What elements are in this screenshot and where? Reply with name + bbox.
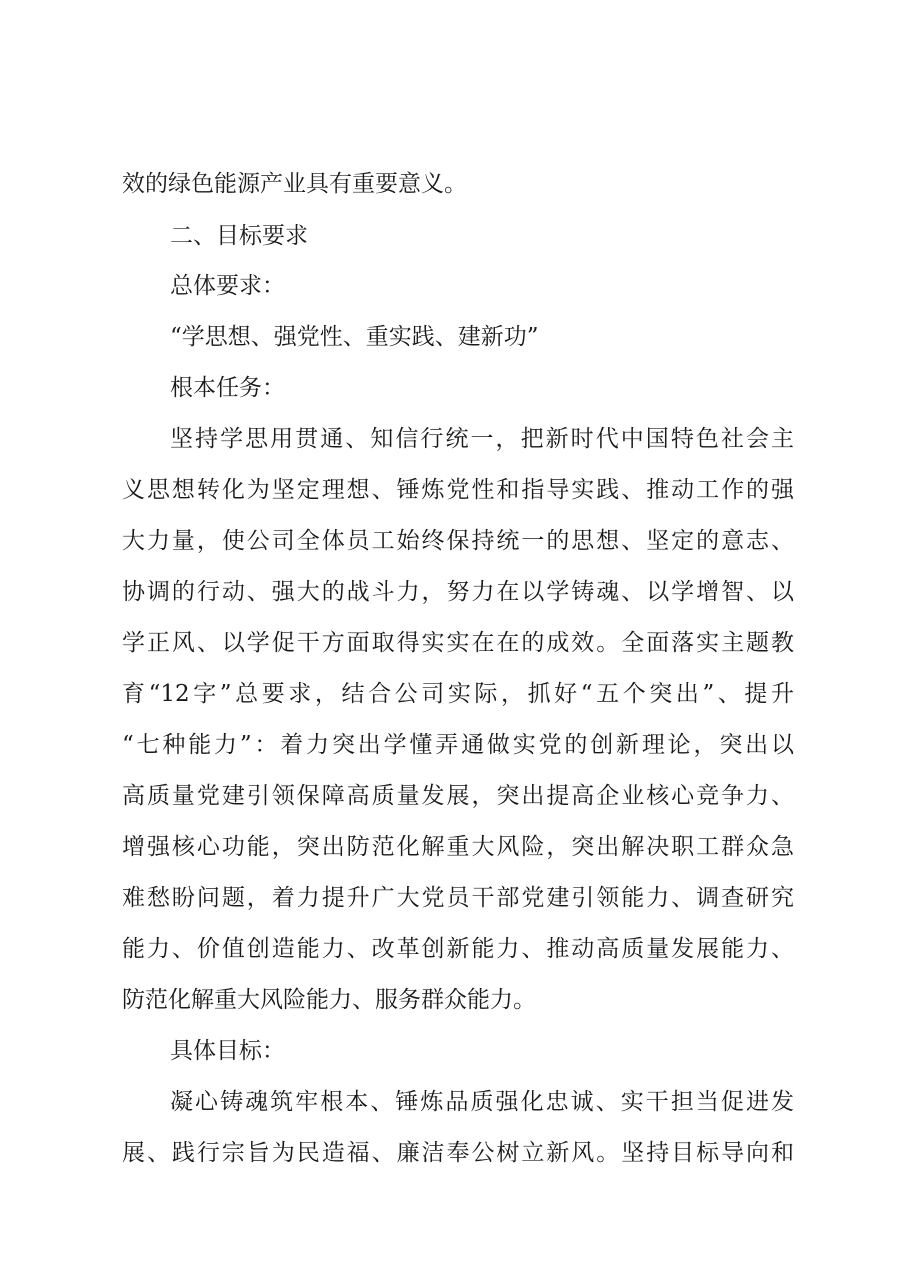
paragraph-line: 育“12字”总要求，结合公司实际，抓好“五个突出”、提升	[122, 681, 794, 707]
paragraph-line: 效的绿色能源产业具有重要意义。	[122, 171, 467, 197]
paragraph-line: “七种能力”：着力突出学懂弄通做实党的创新理论，突出以	[122, 732, 794, 758]
paragraph-line: 难愁盼问题，着力提升广大党员干部党建引领能力、调查研究	[122, 885, 794, 911]
slogan-line: “学思想、强党性、重实践、建新功”	[170, 324, 539, 350]
paragraph-line: 协调的行动、强大的战斗力，努力在以学铸魂、以学增智、以	[122, 579, 794, 605]
subheading: 总体要求：	[170, 273, 285, 299]
paragraph-line: 展、践行宗旨为民造福、廉洁奉公树立新风。坚持目标导向和	[122, 1140, 794, 1166]
paragraph-line: 增强核心功能，突出防范化解重大风险，突出解决职工群众急	[122, 834, 794, 860]
paragraph-line: 凝心铸魂筑牢根本、锤炼品质强化忠诚、实干担当促进发	[170, 1089, 794, 1115]
section-heading: 二、目标要求	[170, 223, 308, 249]
subheading: 具体目标：	[170, 1038, 285, 1064]
paragraph-line: 大力量，使公司全体员工始终保持统一的思想、坚定的意志、	[122, 528, 794, 554]
paragraph-line: 学正风、以学促干方面取得实实在在的成效。全面落实主题教	[122, 630, 794, 656]
paragraph-line: 高质量党建引领保障高质量发展，突出提高企业核心竞争力、	[122, 783, 794, 809]
paragraph-line: 能力、价值创造能力、改革创新能力、推动高质量发展能力、	[122, 936, 794, 962]
paragraph-line: 坚持学思用贯通、知信行统一，把新时代中国特色社会主	[170, 426, 794, 452]
paragraph-line: 防范化解重大风险能力、服务群众能力。	[122, 987, 536, 1013]
paragraph-line: 义思想转化为坚定理想、锤炼党性和指导实践、推动工作的强	[122, 477, 794, 503]
subheading: 根本任务：	[170, 375, 285, 401]
